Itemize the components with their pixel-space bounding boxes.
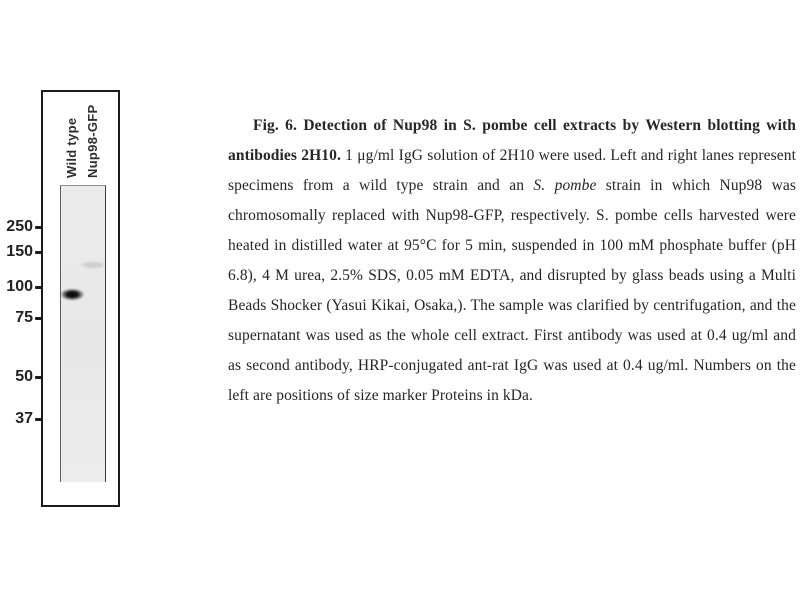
protein-band-strong-wild-type [61, 288, 86, 301]
figure-caption [228, 111, 796, 411]
marker-tick [35, 286, 43, 289]
marker-label-50kda: 50 [15, 368, 33, 385]
caption-segment: strain in which Nup98 was chromosomally replaced with Nup98-GFP, respectively. S. pombe cells harvested were heated in distilled water at 95°C for 5 min, suspended in 100 mM phosphate buffer (pH 6.8), 4 M urea, 2.5% SDS, 0.05 mM EDTA, and disrupted by glass beads using a Multi Beads Shocker (Yasui Kikai, Osaka,). The sample was clarified by centrifugation, and the supernatant was used as the whole cell extract. First antibody was used at 0.4 ug/ml and as second antibody, HRP-conjugated ant-rat IgG was used at 0.4 ug/ml. Numbers on the left are positions of size marker Proteins in kDa. [228, 176, 796, 404]
marker-label-100kda: 100 [6, 278, 33, 295]
protein-band-faint-nup98-gfp [82, 262, 104, 268]
marker-tick [35, 317, 43, 320]
marker-tick [35, 376, 43, 379]
caption-segment: 1 μg/ml IgG solution of 2H10 were used. Left and right lanes represent specimens from a wild type strain and an [228, 146, 796, 194]
caption-segment: Fig. 6. Detection of Nup98 in S. pombe cell extracts by Western blotting with antibodies 2H10. [228, 116, 796, 164]
blot-membrane [60, 185, 106, 482]
marker-label-150kda: 150 [6, 243, 33, 260]
marker-tick [35, 251, 43, 254]
marker-label-37kda: 37 [15, 410, 33, 427]
caption-segment: S. pombe [533, 176, 597, 194]
marker-tick [35, 418, 43, 421]
lane-label-nup98-gfp: Nup98-GFP [85, 104, 100, 178]
marker-label-75kda: 75 [15, 309, 33, 326]
lane-label-wild-type: Wild type [64, 117, 79, 178]
marker-tick [35, 226, 43, 229]
marker-label-250kda: 250 [6, 218, 33, 235]
